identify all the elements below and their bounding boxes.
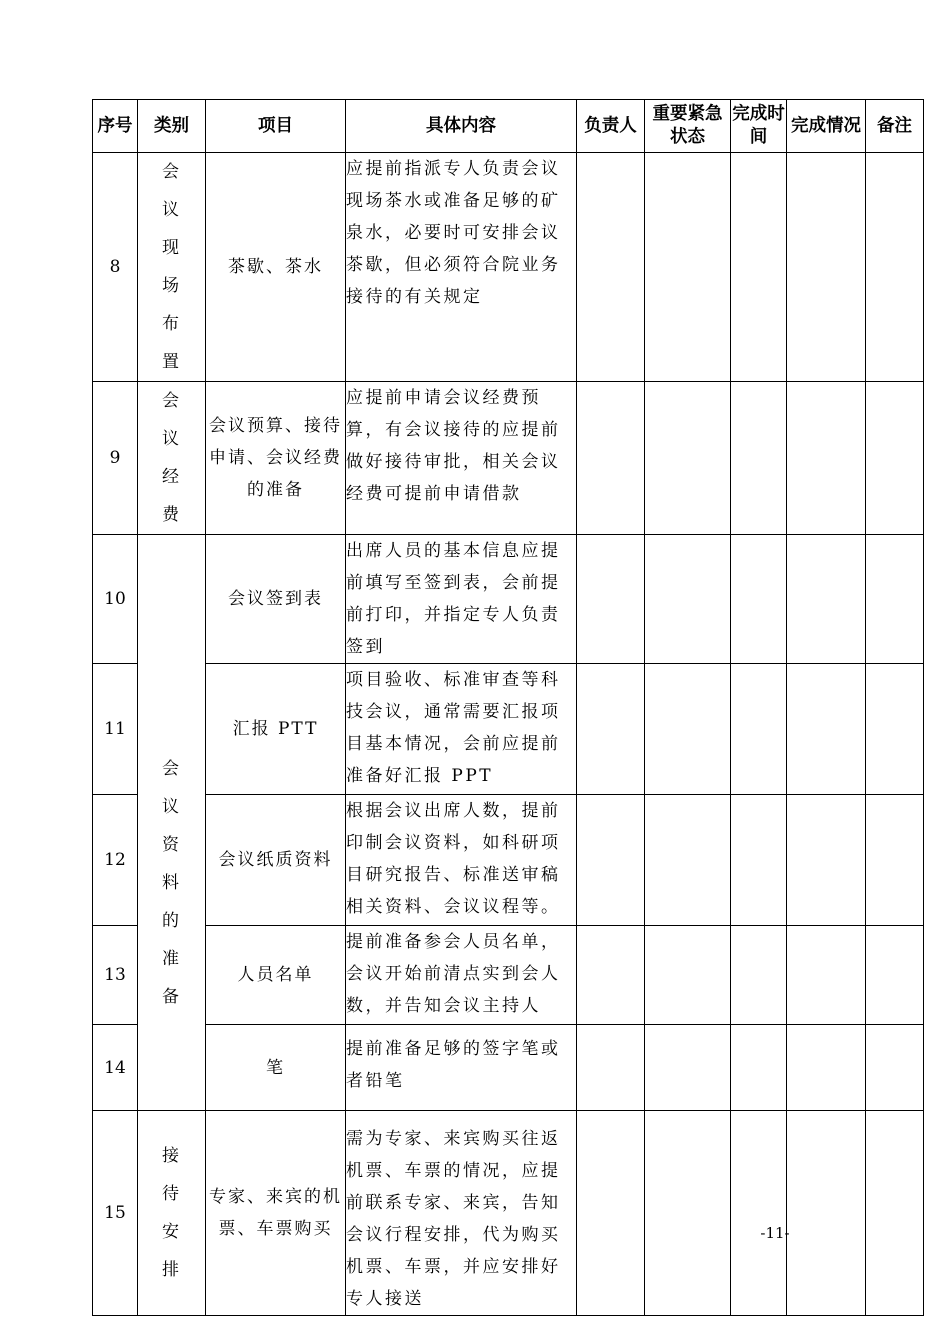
category-text: 会议现场布置 <box>162 162 181 372</box>
item-cell: 会议预算、接待申请、会议经费的准备 <box>206 382 346 535</box>
remark-cell <box>866 1025 924 1111</box>
table-row <box>93 1025 924 1111</box>
owner-cell <box>577 382 645 535</box>
content-cell: 出席人员的基本信息应提前填写至签到表，会前提前打印，并指定专人负责签到 <box>346 535 577 664</box>
category-cell <box>138 382 206 535</box>
table-row <box>93 153 924 382</box>
owner-cell <box>577 664 645 795</box>
item-cell: 茶歇、茶水 <box>206 153 346 382</box>
content-cell: 项目验收、标准审查等科技会议，通常需要汇报项目基本情况，会前应提前准备好汇报 PPT <box>346 664 577 795</box>
remark-cell <box>866 926 924 1025</box>
done-time-cell <box>731 1111 787 1316</box>
content-cell: 需为专家、来宾购买往返机票、车票的情况，应提前联系专家、来宾，告知会议行程安排，代为购买机票、车票，并应安排好专人接送 <box>346 1111 577 1316</box>
content-cell: 提前准备足够的签字笔或者铅笔 <box>346 1025 577 1111</box>
item-cell: 人员名单 <box>206 926 346 1025</box>
owner-cell <box>577 926 645 1025</box>
done-status-cell <box>787 926 866 1025</box>
table-row <box>93 535 924 664</box>
header-item: 项目 <box>206 100 346 153</box>
done-status-cell <box>787 1111 866 1316</box>
priority-cell <box>645 795 731 926</box>
table-row <box>93 382 924 535</box>
row-number: 10 <box>93 535 138 664</box>
content-cell: 提前准备参会人员名单，会议开始前清点实到会人数，并告知会议主持人 <box>346 926 577 1025</box>
done-time-cell <box>731 795 787 926</box>
owner-cell <box>577 153 645 382</box>
priority-cell <box>645 1111 731 1316</box>
row-number: 12 <box>93 795 138 926</box>
remark-cell <box>866 664 924 795</box>
table-row <box>93 1111 924 1316</box>
done-status-cell <box>787 795 866 926</box>
category-text: 会议资料的准备 <box>162 758 181 1007</box>
header-category: 类别 <box>138 100 206 153</box>
category-cell <box>138 535 206 1111</box>
done-status-cell <box>787 535 866 664</box>
table-row <box>93 926 924 1025</box>
task-table <box>92 99 924 1316</box>
row-number: 11 <box>93 664 138 795</box>
item-cell: 会议签到表 <box>206 535 346 664</box>
row-number: 8 <box>93 153 138 382</box>
row-number: 15 <box>93 1111 138 1316</box>
content-cell: 应提前指派专人负责会议现场茶水或准备足够的矿泉水，必要时可安排会议茶歇，但必须符合院业务接待的有关规定 <box>346 153 577 382</box>
row-number: 13 <box>93 926 138 1025</box>
category-cell <box>138 153 206 382</box>
header-done-status: 完成情况 <box>787 100 866 153</box>
done-time-cell <box>731 926 787 1025</box>
item-cell: 汇报 PTT <box>206 664 346 795</box>
done-status-cell <box>787 1025 866 1111</box>
remark-cell <box>866 795 924 926</box>
priority-cell <box>645 926 731 1025</box>
header-index: 序号 <box>93 100 138 153</box>
owner-cell <box>577 1111 645 1316</box>
owner-cell <box>577 1025 645 1111</box>
remark-cell <box>866 382 924 535</box>
table-row <box>93 795 924 926</box>
header-done-time: 完成时间 <box>731 100 787 153</box>
remark-cell <box>866 1111 924 1316</box>
remark-cell <box>866 535 924 664</box>
done-time-cell <box>731 1025 787 1111</box>
done-status-cell <box>787 382 866 535</box>
item-cell: 笔 <box>206 1025 346 1111</box>
content-cell: 根据会议出席人数，提前印制会议资料，如科研项目研究报告、标准送审稿相关资料、会议议程等。 <box>346 795 577 926</box>
done-status-cell <box>787 153 866 382</box>
header-remark: 备注 <box>866 100 924 153</box>
item-cell: 专家、来宾的机票、车票购买 <box>206 1111 346 1316</box>
priority-cell <box>645 153 731 382</box>
done-time-cell <box>731 664 787 795</box>
priority-cell <box>645 1025 731 1111</box>
category-text: 会议经费 <box>162 391 181 525</box>
category-cell <box>138 1111 206 1316</box>
page-number: -11- <box>760 1224 790 1242</box>
header-priority: 重要紧急状态 <box>645 100 731 153</box>
done-status-cell <box>787 664 866 795</box>
header-row <box>93 100 924 153</box>
priority-cell <box>645 664 731 795</box>
header-owner: 负责人 <box>577 100 645 153</box>
remark-cell <box>866 153 924 382</box>
done-time-cell <box>731 382 787 535</box>
content-cell: 应提前申请会议经费预算，有会议接待的应提前做好接待审批，相关会议经费可提前申请借款 <box>346 382 577 535</box>
owner-cell <box>577 535 645 664</box>
priority-cell <box>645 382 731 535</box>
done-time-cell <box>731 153 787 382</box>
done-time-cell <box>731 535 787 664</box>
item-cell: 会议纸质资料 <box>206 795 346 926</box>
priority-cell <box>645 535 731 664</box>
row-number: 14 <box>93 1025 138 1111</box>
category-text: 接待安排 <box>162 1146 181 1280</box>
row-number: 9 <box>93 382 138 535</box>
header-content: 具体内容 <box>346 100 577 153</box>
table-row <box>93 664 924 795</box>
owner-cell <box>577 795 645 926</box>
